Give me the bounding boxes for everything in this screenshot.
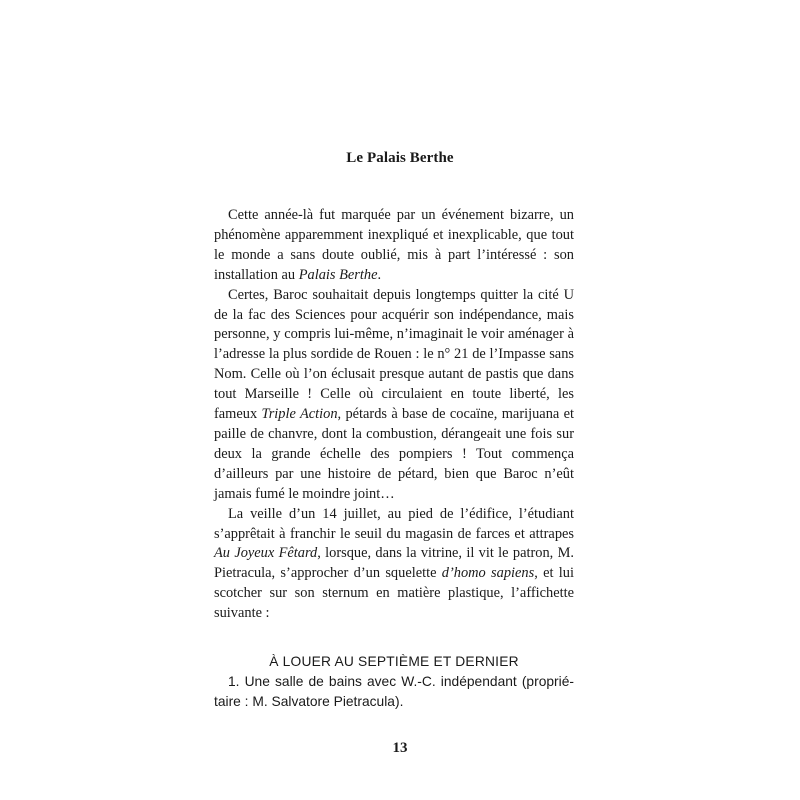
text-segment: Cette année-là fut marquée par un événement bizarre, un phénomène apparemment inexpliqué et inexplicable, que tout le monde a sans doute oublié, mis à part l’intéressé : son installation au	[214, 207, 574, 283]
text-segment: , lorsque, dans la vitrine, il vit le patron, M. Pietracula, s’approcher d’un squelette	[214, 545, 574, 582]
italic-text: d’homo sapiens	[441, 565, 535, 582]
paragraph	[214, 286, 574, 505]
text-segment: , et lui scotcher sur son sternum en matière plastique, l’affichette suivante :	[214, 565, 574, 622]
paragraph	[214, 505, 574, 624]
paragraph	[214, 206, 574, 286]
text-segment: Certes, Baroc souhaitait depuis longtemps quitter la cité U de la fac des Sciences pour acquérir son indépendance, mais personne, y compris lui-même, n’imaginait le voir aménager à l’adresse la plus sordide de Rouen : le n° 21 de l’Impasse sans Nom. Celle où l’on éclusait presque autant de pastis que dans tout Marseille ! Celle où circulaient en toute liberté, les fameux	[214, 286, 574, 423]
italic-text: Au Joyeux Fêtard	[214, 545, 318, 562]
notice	[214, 652, 574, 712]
notice-heading: À LOUER AU SEPTIÈME ET DERNIER	[269, 654, 519, 669]
text-segment: La veille d’un 14 juillet, au pied de l’édifice, l’étudiant s’apprêtait à franchir le seuil du magasin de farces et attrapes	[214, 505, 574, 542]
notice-item: 1. Une salle de bains avec W.-C. indépendant (propriétaire : M. Salvatore Pietracula).	[214, 674, 574, 709]
page-number: 13	[392, 740, 408, 756]
text-segment: , pétards à base de cocaïne, marijuana et paille de chanvre, dont la combustion, dérangeait une fois sur deux la grande échelle des pompiers ! Tout commença d’ailleurs par une histoire de pétard, bien que Baroc n’eût jamais fumé le moindre joint…	[214, 406, 574, 502]
italic-text: Palais Berthe	[298, 266, 378, 283]
chapter-title: Le Palais Berthe	[346, 150, 454, 166]
italic-text: Triple Action	[261, 406, 338, 423]
text-segment: .	[377, 266, 382, 283]
body-text	[214, 206, 574, 624]
